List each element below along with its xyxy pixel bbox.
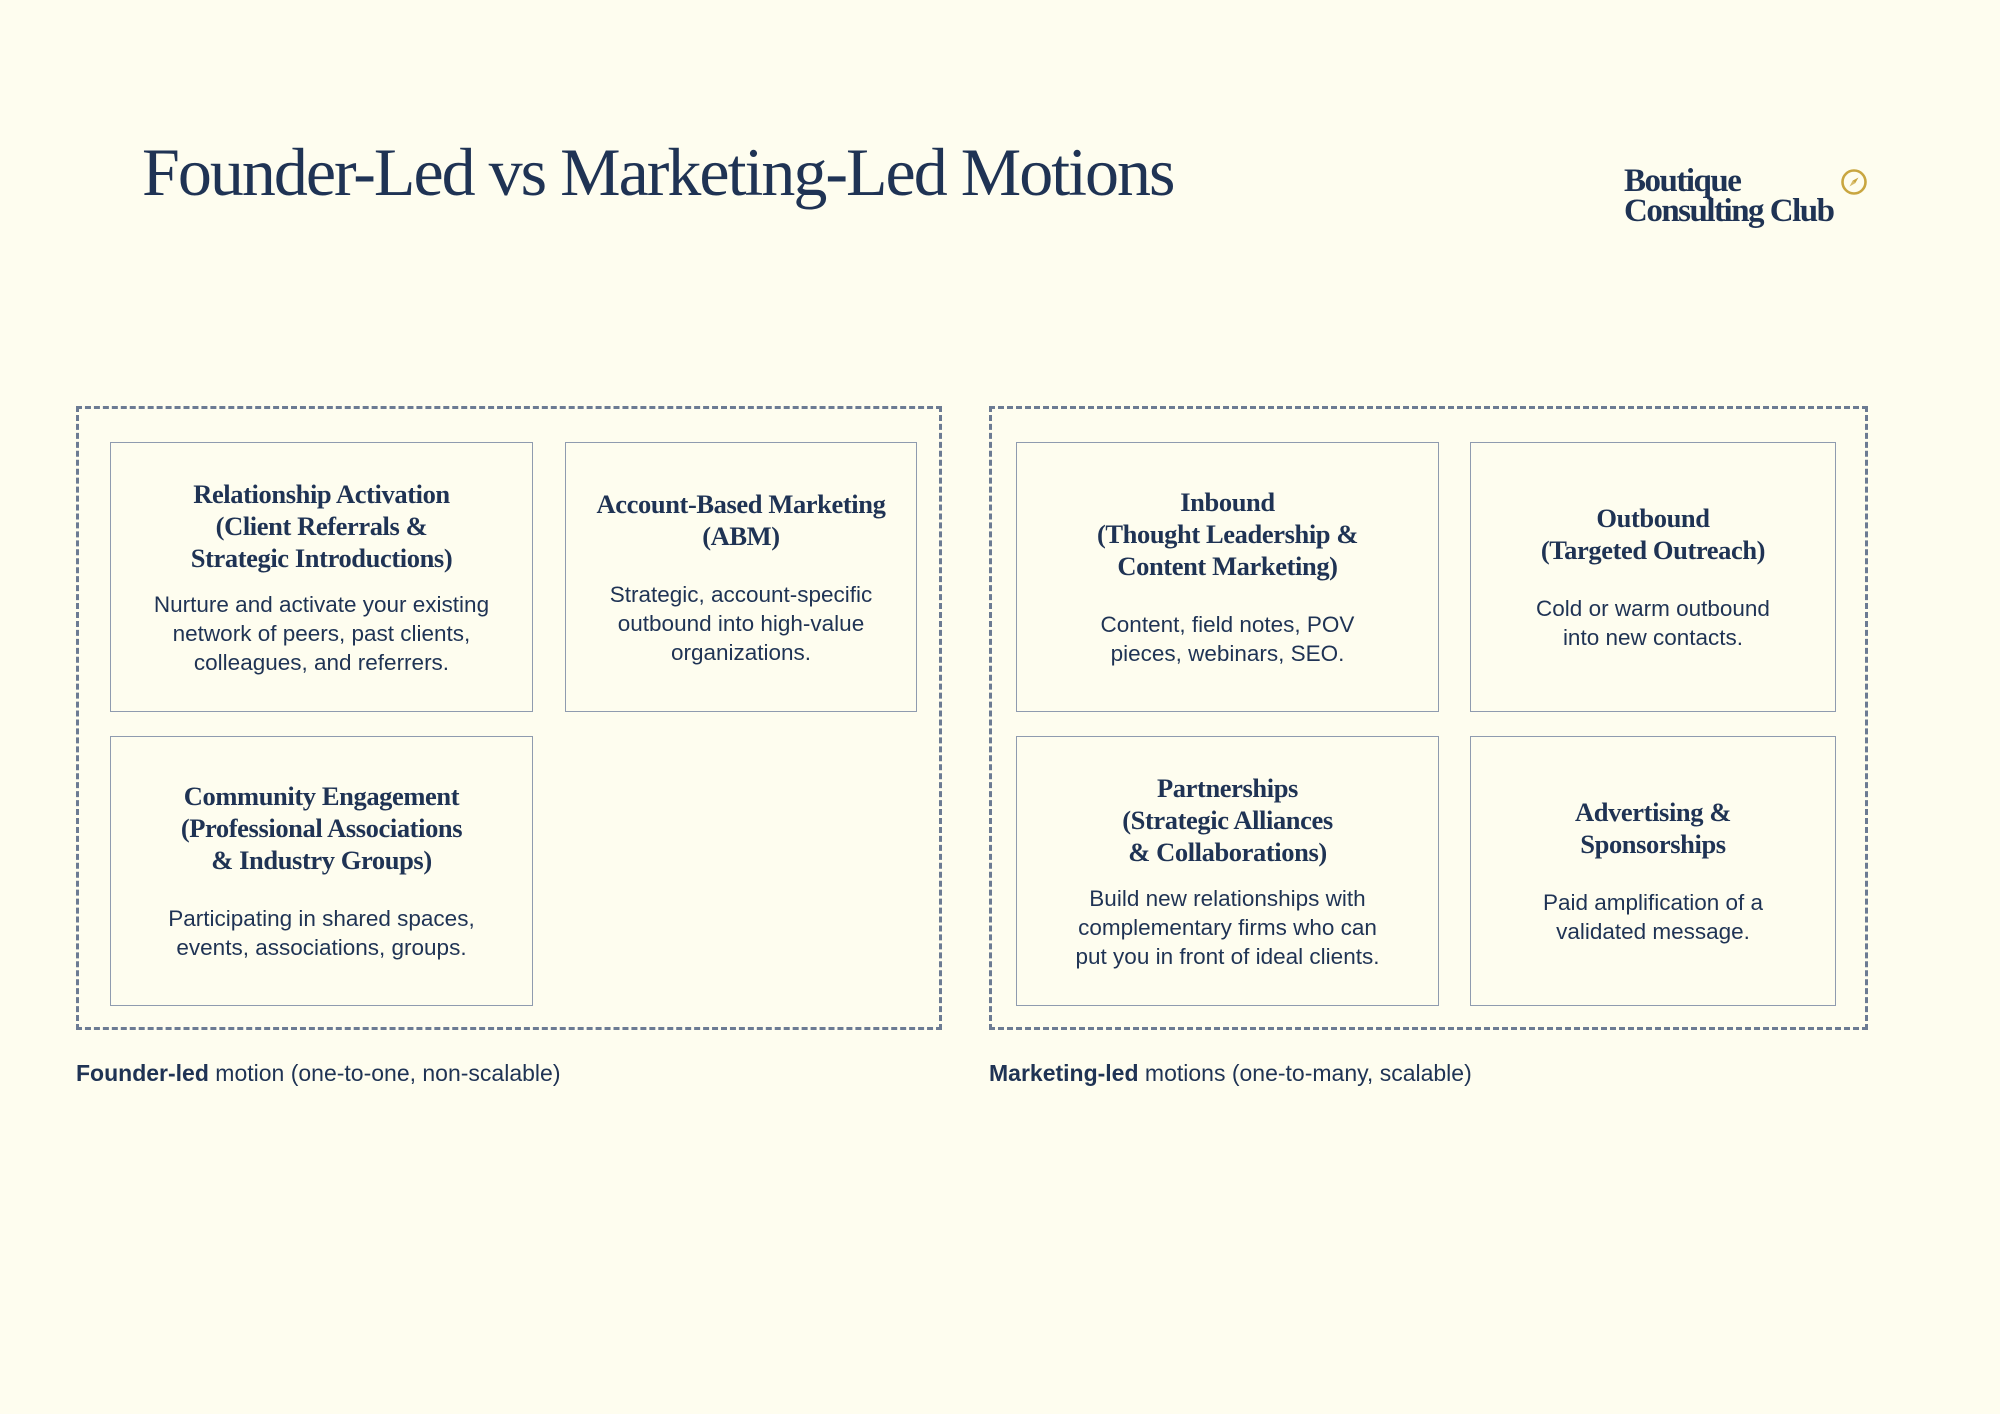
brand-logo bbox=[1624, 163, 1874, 236]
page-title: Founder-Led vs Marketing-Led Motions bbox=[142, 134, 1174, 210]
card-description: Strategic, account-specific outbound into high-value organizations. bbox=[609, 581, 873, 665]
compass-icon bbox=[1840, 168, 1868, 196]
card-title: Inbound (Thought Leadership & Content Marketing) bbox=[1096, 487, 1359, 581]
founder-led-caption bbox=[76, 1060, 560, 1087]
card-title: Advertising & Sponsorships bbox=[1575, 797, 1731, 859]
card-description: Build new relationships with complementary firms who can put you in front of ideal clients. bbox=[1075, 885, 1380, 969]
card-advertising-sponsorships bbox=[1470, 736, 1836, 1006]
card-inbound bbox=[1016, 442, 1439, 712]
card-partnerships bbox=[1016, 736, 1439, 1006]
logo-line-2: Consulting Club bbox=[1624, 193, 1834, 229]
caption-bold: Marketing-led bbox=[989, 1060, 1139, 1086]
card-description: Nurture and activate your existing network of peers, past clients, colleagues, and referrers. bbox=[153, 591, 490, 675]
caption-bold: Founder-led bbox=[76, 1060, 209, 1086]
card-title: Partnerships (Strategic Alliances & Collaborations) bbox=[1122, 772, 1333, 867]
card-title: Account-Based Marketing (ABM) bbox=[596, 488, 886, 551]
caption-rest: motion (one-to-one, non-scalable) bbox=[208, 1060, 561, 1086]
card-title: Outbound (Targeted Outreach) bbox=[1540, 503, 1766, 565]
card-outbound bbox=[1470, 442, 1836, 712]
card-description: Paid amplification of a validated message. bbox=[1542, 890, 1764, 944]
card-description: Participating in shared spaces, events, associations, groups. bbox=[168, 906, 475, 960]
card-community-engagement bbox=[110, 736, 533, 1006]
caption-rest: motions (one-to-many, scalable) bbox=[1138, 1060, 1472, 1086]
logo-line-1: Boutique bbox=[1624, 163, 1741, 199]
card-title: Community Engagement (Professional Associations & Industry Groups) bbox=[180, 781, 463, 875]
card-account-based-marketing bbox=[565, 442, 917, 712]
card-description: Content, field notes, POV pieces, webinars, SEO. bbox=[1100, 612, 1355, 666]
marketing-led-caption bbox=[989, 1060, 1472, 1087]
card-relationship-activation bbox=[110, 442, 533, 712]
card-title: Relationship Activation (Client Referrals & Strategic Introductions) bbox=[190, 478, 453, 573]
card-description: Cold or warm outbound into new contacts. bbox=[1536, 596, 1770, 650]
